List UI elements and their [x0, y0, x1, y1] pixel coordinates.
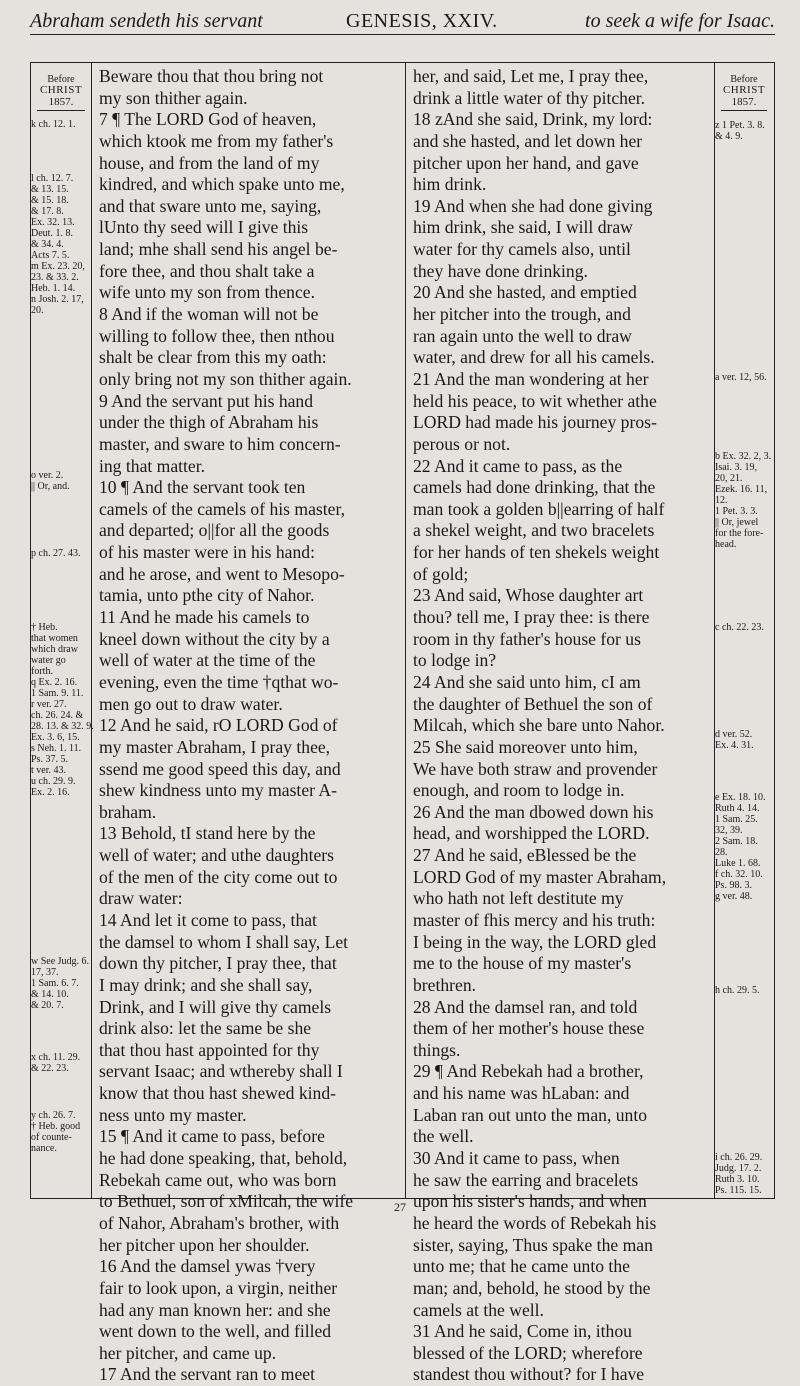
cross-reference-note: [715, 120, 773, 142]
verse-line: enough, and room to lodge in.: [413, 780, 625, 801]
verse-line: only bring not my son thither again.: [99, 368, 352, 389]
left-margin-divider: [91, 62, 92, 1198]
cross-reference-line: d ver. 52.: [715, 729, 753, 740]
cross-reference-line: x ch. 11. 29.: [31, 1052, 81, 1063]
cross-reference-note: [715, 729, 773, 751]
verse-line: held his peace, to wit whether athe: [413, 390, 657, 411]
cross-reference-line: & 22. 23.: [31, 1063, 69, 1074]
era-christ: CHRIST: [722, 84, 766, 96]
column-divider: [405, 62, 406, 1198]
verse-line: for her hands of ten shekels weight: [413, 542, 660, 563]
verse-line: man; and, behold, he stood by the: [413, 1277, 651, 1298]
cross-reference-line: || Or, and.: [31, 481, 70, 492]
era-year: 1857.: [721, 97, 767, 111]
era-year: 1857.: [37, 97, 85, 111]
verse-line: men go out to draw water.: [99, 693, 283, 714]
verse-line: We have both straw and provender: [413, 758, 658, 779]
cross-reference-line: q Ex. 2. 16.: [31, 677, 78, 688]
verse-line: head, and worshipped the LORD.: [413, 823, 650, 844]
verse-line: 29 ¶ And Rebekah had a brother,: [413, 1061, 644, 1082]
cross-reference-line: & 13. 15.: [31, 184, 69, 195]
verse-line: master of fhis mercy and his truth:: [413, 909, 656, 930]
cross-reference-line: water go: [31, 655, 66, 666]
verse-line: 19 And when she had done giving: [413, 195, 653, 216]
verse-line: standest thou without? for I have: [413, 1364, 645, 1385]
verse-line: Beware thou that thou bring not: [99, 66, 324, 86]
verse-line: servant Isaac; and wthereby shall I: [99, 1061, 343, 1082]
verse-line: 18 zAnd she said, Drink, my lord:: [413, 109, 653, 130]
verse-line: water, and drew for all his camels.: [413, 347, 655, 368]
verse-line: he saw the earring and bracelets: [413, 1169, 639, 1190]
cross-reference-note: [31, 470, 91, 492]
verse-line: 25 She said moreover unto him,: [413, 736, 638, 757]
era-christ: CHRIST: [39, 84, 83, 96]
verse-line: 7 ¶ The LORD God of heaven,: [99, 109, 317, 130]
verse-line: of the men of the city come out to: [99, 866, 338, 887]
verse-line: Rebekah came out, who was born: [99, 1169, 337, 1190]
verse-line: kneel down without the city by a: [99, 628, 330, 649]
verse-line: to lodge in?: [413, 650, 497, 671]
verse-line: and he arose, and went to Mesopo-: [99, 563, 345, 584]
cross-reference-line: f ch. 32. 10.: [715, 869, 763, 880]
cross-reference-line: Ex. 4. 31.: [715, 740, 754, 751]
cross-reference-line: t ver. 43.: [31, 765, 66, 776]
verse-line: of gold;: [413, 563, 469, 584]
cross-reference-line: a ver. 12, 56.: [715, 372, 767, 383]
cross-reference-line: z 1 Pet. 3. 8.: [715, 120, 765, 131]
cross-reference-line: 1 Sam. 9. 11.: [31, 688, 84, 699]
cross-reference-line: 28. 13. & 32. 9.: [31, 721, 94, 732]
verse-line: drink a little water of thy pitcher.: [413, 87, 646, 108]
cross-reference-line: Judg. 17. 2.: [715, 1163, 762, 1174]
verse-line: my son thither again.: [99, 87, 248, 108]
verse-line: wife unto my son from thence.: [99, 282, 315, 303]
verse-line: LORD God of my master Abraham,: [413, 866, 667, 887]
verse-line: camels at the well.: [413, 1299, 544, 1320]
cross-reference-line: c ch. 22. 23.: [715, 622, 764, 633]
page-number: 27: [394, 1200, 406, 1214]
verse-line: lUnto thy seed will I give this: [99, 217, 309, 238]
cross-reference-line: Ex. 3. 6, 15.: [31, 732, 80, 743]
verse-line: my master Abraham, I pray thee,: [99, 736, 331, 757]
verse-line: 14 And let it come to pass, that: [99, 909, 317, 930]
verse-line: brethren.: [413, 974, 477, 995]
verse-line: ness unto my master.: [99, 1104, 247, 1125]
cross-reference-line: & 14. 10.: [31, 989, 69, 1000]
verse-line: of his master were in his hand:: [99, 542, 315, 563]
verse-line: 13 Behold, tI stand here by the: [99, 823, 316, 844]
cross-reference-line: 20, 21.: [715, 473, 743, 484]
cross-reference-note: [31, 622, 94, 798]
cross-reference-line: Isai. 3. 19,: [715, 462, 757, 473]
verse-line: blessed of the LORD; wherefore: [413, 1342, 643, 1363]
verse-line: shalt be clear from this my oath:: [99, 347, 327, 368]
verse-line: ing that matter.: [99, 455, 206, 476]
cross-reference-line: & 20. 7.: [31, 1000, 64, 1011]
cross-reference-line: e Ex. 18. 10.: [715, 792, 766, 803]
cross-reference-line: & 17. 8.: [31, 206, 64, 217]
cross-reference-line: & 4. 9.: [715, 131, 743, 142]
verse-line: sister, saying, Thus spake the man: [413, 1234, 653, 1255]
verse-line: Drink, and I will give thy camels: [99, 996, 332, 1017]
verse-line: house, and from the land of my: [99, 152, 320, 173]
cross-reference-line: h ch. 29. 5.: [715, 985, 760, 996]
verse-line: her pitcher upon her shoulder.: [99, 1234, 310, 1255]
era-label-left: [31, 74, 91, 111]
cross-reference-line: ch. 26. 24. &: [31, 710, 84, 721]
verse-line: room in thy father's house for us: [413, 628, 641, 649]
cross-reference-line: p ch. 27. 43.: [31, 548, 81, 559]
verse-line: he had done speaking, that, behold,: [99, 1148, 348, 1169]
cross-reference-line: Ps. 37. 5.: [31, 754, 68, 765]
cross-reference-line: 12.: [715, 495, 728, 506]
verse-line: him drink, she said, I will draw: [413, 217, 633, 238]
verse-line: kindred, and which spake unto me,: [99, 174, 345, 195]
right-margin-notes: [715, 62, 773, 1197]
cross-reference-line: head.: [715, 539, 737, 550]
verse-line: thou? tell me, I pray thee: is there: [413, 607, 650, 628]
verse-line: 12 And he said, rO LORD God of: [99, 715, 338, 736]
verse-line: under the thigh of Abraham his: [99, 412, 319, 433]
verse-line: down thy pitcher, I pray thee, that: [99, 953, 337, 974]
verse-line: braham.: [99, 801, 157, 822]
cross-reference-note: [31, 173, 91, 316]
cross-reference-note: [715, 451, 773, 550]
verse-line: me to the house of my master's: [413, 953, 632, 974]
verse-line: camels of the camels of his master,: [99, 498, 346, 519]
cross-reference-line: g ver. 48.: [715, 891, 753, 902]
cross-reference-line: that women: [31, 633, 78, 644]
cross-reference-line: k ch. 12. 1.: [31, 119, 76, 130]
verse-line: master, and sware to him concern-: [99, 433, 341, 454]
verse-line: 9 And the servant put his hand: [99, 390, 314, 411]
cross-reference-line: Ps. 115. 15.: [715, 1185, 762, 1196]
verse-line: 21 And the man wondering at her: [413, 368, 649, 389]
verse-line: 26 And the man dbowed down his: [413, 801, 654, 822]
verse-line: went down to the well, and filled: [99, 1321, 332, 1342]
cross-reference-line: & 15. 18.: [31, 195, 69, 206]
text-column-right: [413, 66, 710, 1386]
verse-line: who hath not left destitute my: [413, 888, 624, 909]
cross-reference-line: 1 Pet. 3. 3.: [715, 506, 758, 517]
verse-line: 30 And it came to pass, when: [413, 1148, 620, 1169]
cross-reference-line: u ch. 29. 9.: [31, 776, 76, 787]
cross-reference-note: [31, 1052, 91, 1074]
verse-line: well of water; and uthe daughters: [99, 845, 334, 866]
cross-reference-line: r ver. 27.: [31, 699, 67, 710]
verse-line: land; mhe shall send his angel be-: [99, 239, 338, 260]
cross-reference-line: n Josh. 2. 17,: [31, 294, 84, 305]
verse-line: camels had done drinking, that the: [413, 477, 656, 498]
cross-reference-note: [31, 1110, 91, 1154]
cross-reference-note: [31, 956, 91, 1011]
left-margin-notes: [31, 62, 94, 1197]
cross-reference-line: † Heb.: [31, 622, 58, 633]
cross-reference-line: i ch. 26. 29.: [715, 1152, 763, 1163]
cross-reference-line: † Heb. good: [31, 1121, 81, 1132]
verse-line: man took a golden b||earring of half: [413, 498, 665, 519]
verse-line: had any man known her: and she: [99, 1299, 331, 1320]
cross-reference-line: 32, 39.: [715, 825, 743, 836]
verse-line: Laban ran out unto the man, unto: [413, 1104, 648, 1125]
cross-reference-line: 20.: [31, 305, 44, 316]
cross-reference-line: 1 Sam. 25.: [715, 814, 758, 825]
verse-line: the well.: [413, 1126, 474, 1147]
verse-line: draw water:: [99, 888, 183, 909]
text-column-left: [99, 66, 401, 1386]
verse-line: the damsel to whom I shall say, Let: [99, 931, 349, 952]
verse-line: I being in the way, the LORD gled: [413, 931, 657, 952]
verse-line: her pitcher, and came up.: [99, 1342, 277, 1363]
verse-line: perous or not.: [413, 433, 511, 454]
verse-line: 17 And the servant ran to meet: [99, 1364, 315, 1385]
header-book-chapter: GENESIS, XXIV.: [346, 10, 498, 32]
cross-reference-note: [31, 548, 91, 559]
verse-line: willing to follow thee, then nthou: [99, 325, 335, 346]
cross-reference-line: & 34. 4.: [31, 239, 64, 250]
verse-line: 8 And if the woman will not be: [99, 304, 319, 325]
verse-line: I may drink; and she shall say,: [99, 974, 313, 995]
era-before: Before: [47, 74, 75, 85]
cross-reference-line: || Or, jewel: [715, 517, 759, 528]
header-left-title: Abraham sendeth his servant: [30, 10, 263, 32]
verse-line: the daughter of Bethuel the son of: [413, 693, 653, 714]
cross-reference-line: which draw: [31, 644, 78, 655]
cross-reference-line: Ezek. 16. 11,: [715, 484, 768, 495]
verse-line: fore thee, and thou shalt take a: [99, 260, 315, 281]
cross-reference-line: Ps. 98. 3.: [715, 880, 752, 891]
cross-reference-line: nance.: [31, 1143, 57, 1154]
verse-line: fair to look upon, a virgin, neither: [99, 1277, 338, 1298]
cross-reference-line: b Ex. 32. 2, 3.: [715, 451, 772, 462]
verse-line: 15 ¶ And it came to pass, before: [99, 1126, 325, 1147]
verse-line: upon his sister's hands, and when: [413, 1191, 647, 1212]
cross-reference-line: Luke 1. 68.: [715, 858, 761, 869]
verse-line: her, and said, Let me, I pray thee,: [413, 66, 649, 86]
cross-reference-line: Heb. 1. 14.: [31, 283, 76, 294]
verse-line: he heard the words of Rebekah his: [413, 1212, 657, 1233]
cross-reference-line: 1 Sam. 6. 7.: [31, 978, 79, 989]
verse-line: and departed; o||for all the goods: [99, 520, 330, 541]
cross-reference-line: Acts 7. 5.: [31, 250, 70, 261]
era-label-right: [715, 74, 773, 111]
verse-line: and she hasted, and let down her: [413, 130, 643, 151]
verse-line: a shekel weight, and two bracelets: [413, 520, 655, 541]
verse-line: him drink.: [413, 174, 487, 195]
cross-reference-line: 2 Sam. 18.: [715, 836, 758, 847]
cross-reference-line: of counte-: [31, 1132, 72, 1143]
verse-line: 23 And said, Whose daughter art: [413, 585, 644, 606]
verse-line: they have done drinking.: [413, 260, 588, 281]
verse-line: 10 ¶ And the servant took ten: [99, 477, 306, 498]
verse-line: know that thou hast shewed kind-: [99, 1083, 336, 1104]
verse-line: 24 And she said unto him, cI am: [413, 671, 641, 692]
cross-reference-note: [715, 985, 773, 996]
verse-line: ran again unto the well to draw: [413, 325, 632, 346]
cross-reference-note: [715, 372, 773, 383]
header-right-title: to seek a wife for Isaac.: [585, 10, 775, 32]
cross-reference-line: o ver. 2.: [31, 470, 64, 481]
era-before: Before: [730, 74, 758, 85]
cross-reference-line: forth.: [31, 666, 53, 677]
running-header: [30, 6, 775, 34]
cross-reference-line: w See Judg. 6.: [31, 956, 90, 967]
cross-reference-note: [715, 1152, 773, 1196]
cross-reference-note: [31, 119, 91, 130]
cross-reference-line: l ch. 12. 7.: [31, 173, 74, 184]
verse-line: and that sware unto me, saying,: [99, 195, 322, 216]
verse-line: and his name was hLaban: and: [413, 1083, 630, 1104]
verse-line: of Nahor, Abraham's brother, with: [99, 1212, 340, 1233]
verse-line: which ktook me from my father's: [99, 130, 334, 151]
cross-reference-line: Ex. 2. 16.: [31, 787, 70, 798]
verse-line: 11 And he made his camels to: [99, 607, 310, 628]
cross-reference-line: for the fore-: [715, 528, 764, 539]
verse-line: evening, even the time †qthat wo-: [99, 671, 339, 692]
verse-line: to Bethuel, son of xMilcah, the wife: [99, 1191, 354, 1212]
verse-line: 27 And he said, eBlessed be the: [413, 845, 637, 866]
cross-reference-line: y ch. 26. 7.: [31, 1110, 76, 1121]
cross-reference-line: 17, 37.: [31, 967, 59, 978]
verse-line: 16 And the damsel ywas †very: [99, 1256, 316, 1277]
verse-line: drink also: let the same be she: [99, 1018, 312, 1039]
verse-line: her pitcher into the trough, and: [413, 304, 631, 325]
verse-line: 20 And she hasted, and emptied: [413, 282, 637, 303]
verse-line: ssend me good speed this day, and: [99, 758, 341, 779]
cross-reference-line: Ruth 4. 14.: [715, 803, 760, 814]
cross-reference-note: [715, 622, 773, 633]
cross-reference-line: 23. & 33. 2.: [31, 272, 79, 283]
verse-line: shew kindness unto my master A-: [99, 780, 337, 801]
verse-line: 31 And he said, Come in, ithou: [413, 1321, 632, 1342]
verse-line: that thou hast appointed for thy: [99, 1039, 320, 1060]
verse-line: them of her mother's house these: [413, 1018, 645, 1039]
verse-line: water for thy camels also, until: [413, 239, 631, 260]
verse-line: unto me; that he came unto the: [413, 1256, 630, 1277]
verse-line: LORD had made his journey pros-: [413, 412, 657, 433]
verse-line: tamia, unto pthe city of Nahor.: [99, 585, 315, 606]
verse-line: 28 And the damsel ran, and told: [413, 996, 638, 1017]
verse-line: Milcah, which she bare unto Nahor.: [413, 715, 665, 736]
cross-reference-line: s Neh. 1. 11.: [31, 743, 82, 754]
cross-reference-line: m Ex. 23. 20,: [31, 261, 85, 272]
cross-reference-note: [715, 792, 773, 902]
cross-reference-line: Deut. 1. 8.: [31, 228, 73, 239]
cross-reference-line: Ex. 32. 13.: [31, 217, 75, 228]
verse-line: 22 And it came to pass, as the: [413, 455, 623, 476]
verse-line: pitcher upon her hand, and gave: [413, 152, 639, 173]
cross-reference-line: Ruth 3. 10.: [715, 1174, 760, 1185]
header-rule: [30, 34, 775, 35]
verse-line: things.: [413, 1039, 461, 1060]
verse-line: well of water at the time of the: [99, 650, 316, 671]
cross-reference-line: 28.: [715, 847, 728, 858]
